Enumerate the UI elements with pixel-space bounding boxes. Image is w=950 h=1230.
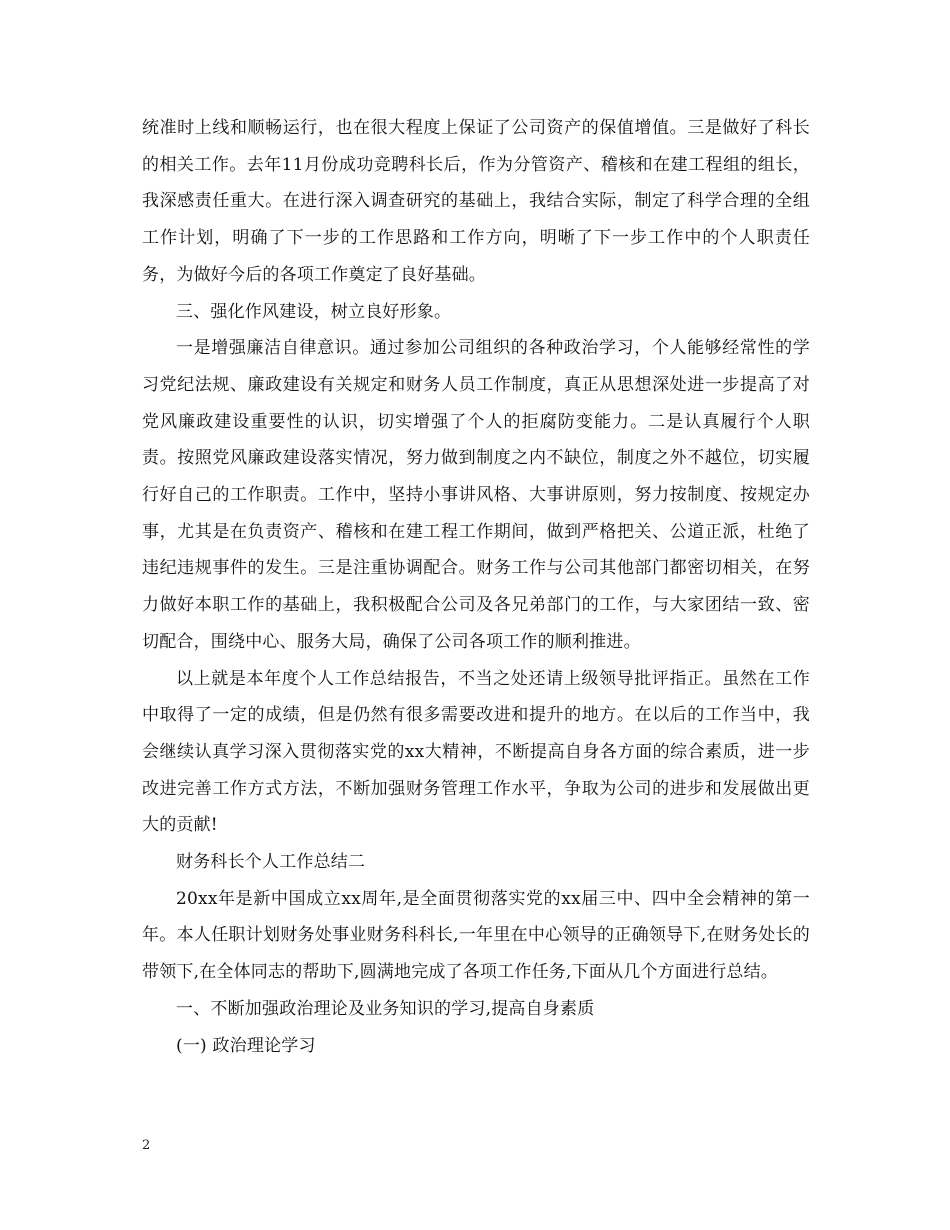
- paragraph-integrity: 一是增强廉洁自律意识。通过参加公司组织的各种政治学习，个人能够经常性的学习党纪法规、廉政建设有关规定和财务人员工作制度，真正从思想深处进一步提高了对党风廉政建设重要性的认识，切实增强了个人的拒腐防变能力。二是认真履行个人职责。按照党风廉政建设落实情况，努力做到制度之内不缺位，制度之外不越位，切实履行好自己的工作职责。工作中，坚持小事讲风格、大事讲原则，努力按制度、按规定办事，尤其是在负责资产、稽核和在建工程工作期间，做到严格把关、公道正派，杜绝了违纪违规事件的发生。三是注重协调配合。财务工作与公司其他部门都密切相关，在努力做好本职工作的基础上，我积极配合公司及各兄弟部门的工作，与大家团结一致、密切配合，围绕中心、服务大局，确保了公司各项工作的顺利推进。: [142, 338, 810, 652]
- paragraph-introduction: 20xx年是新中国成立xx周年,是全面贯彻落实党的xx届三中、四中全会精神的第一年。本人任职计划财务处事业财务科科长,一年里在中心领导的正确领导下,在财务处长的带领下,在全体同志的帮助下,圆满地完成了各项工作任务,下面从几个方面进行总结。: [142, 888, 810, 983]
- paragraph-continuation: 统准时上线和顺畅运行，也在很大程度上保证了公司资产的保值增值。三是做好了科长的相关工作。去年11月份成功竞聘科长后，作为分管资产、稽核和在建工程组的组长，我深感责任重大。在进行深入调查研究的基础上，我结合实际，制定了科学合理的全组工作计划，明确了下一步的工作思路和工作方向，明晰了下一步工作中的个人职责任务，为做好今后的各项工作奠定了良好基础。: [142, 118, 810, 285]
- subsection-heading-political-theory: (一) 政治理论学习: [176, 1035, 316, 1056]
- page-number: 2: [142, 1138, 151, 1153]
- document-body: [142, 110, 810, 1064]
- section-heading-style-building: 三、强化作风建设，树立良好形象。: [176, 301, 452, 322]
- document-subtitle: 财务科长个人工作总结二: [176, 852, 366, 873]
- paragraph-conclusion: 以上就是本年度个人工作总结报告，不当之处还请上级领导批评指正。虽然在工作中取得了一定的成绩，但是仍然有很多需要改进和提升的地方。在以后的工作当中，我会继续认真学习深入贯彻落实党的xx大精神，不断提高自身各方面的综合素质，进一步改进完善工作方式方法，不断加强财务管理工作水平，争取为公司的进步和发展做出更大的贡献!: [142, 668, 810, 836]
- section-heading-study: 一、不断加强政治理论及业务知识的学习,提高自身素质: [176, 998, 595, 1019]
